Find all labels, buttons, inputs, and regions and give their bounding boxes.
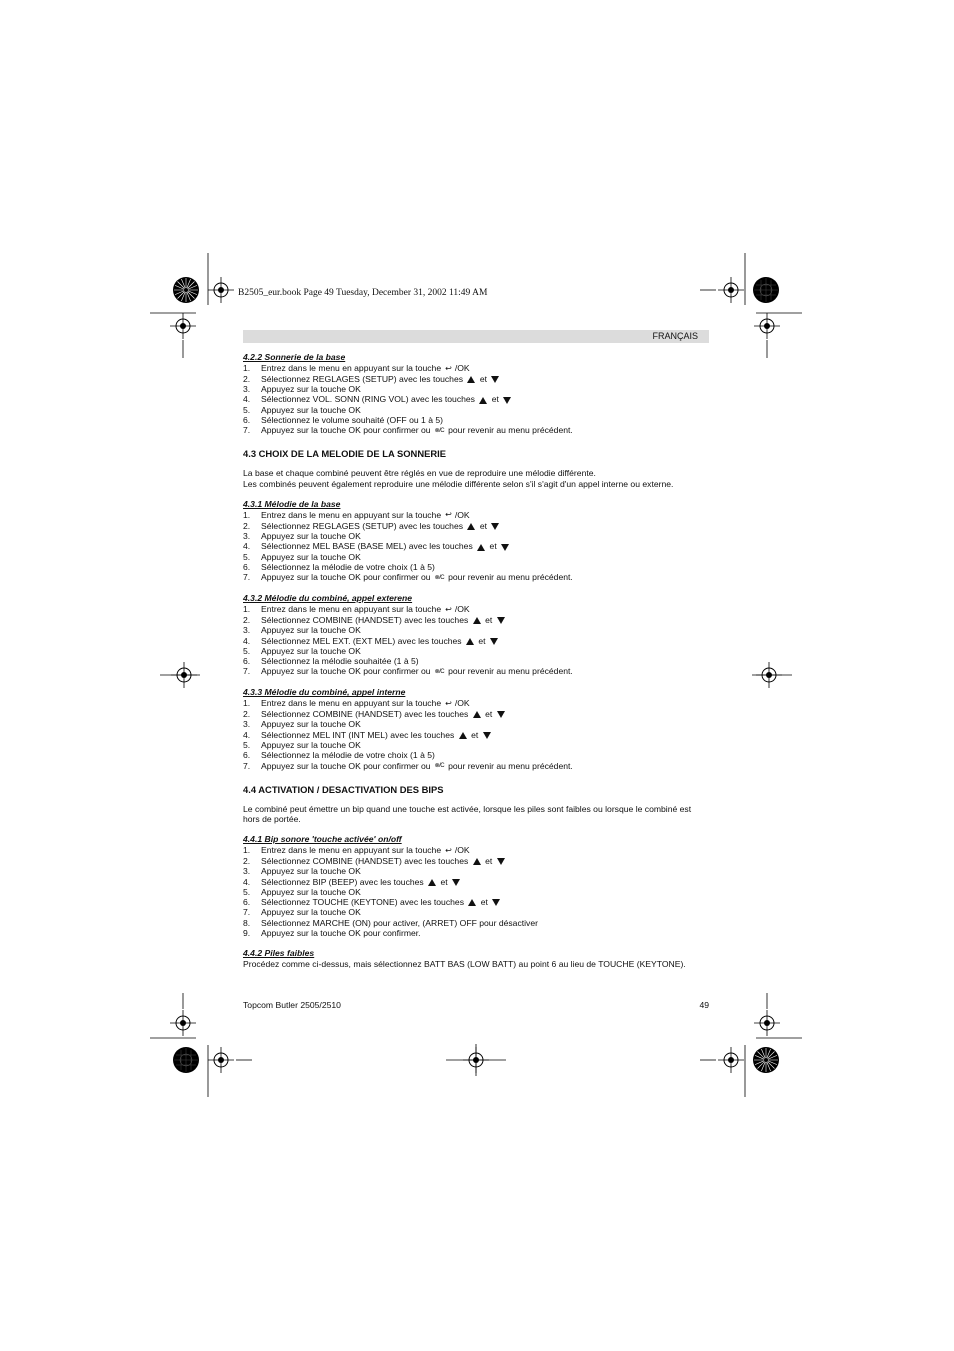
step: 6. Sélectionnez la mélodie de votre choix (1 à 5): [243, 561, 435, 572]
down-arrow-icon: [492, 899, 500, 906]
step: 5. Appuyez sur la touche OK: [243, 886, 361, 897]
step: 5. Appuyez sur la touche OK: [243, 404, 361, 415]
step: 7. Appuyez sur la touche OK pour confirmer ou ⊗/C pour revenir au menu précédent.: [243, 572, 573, 583]
paragraph: La base et chaque combiné peuvent être réglés en vue de reproduire une mélodie différente.: [243, 468, 596, 479]
steps-4-3-3: [243, 698, 713, 771]
back-clear-key-icon: ⊗/C: [434, 669, 445, 675]
subsection-title-4-3-2: 4.3.2 Mélodie du combiné, appel exterene: [243, 593, 413, 604]
step: 5. Appuyez sur la touche OK: [243, 551, 361, 562]
step: 6. Sélectionnez la mélodie de votre choix (1 à 5): [243, 750, 435, 761]
up-arrow-icon: [466, 638, 474, 645]
step: 3. Appuyez sur la touche OK: [243, 719, 361, 730]
menu-key-icon: ↩: [445, 363, 452, 373]
back-clear-key-icon: ⊗/C: [434, 427, 445, 434]
up-arrow-icon: [468, 899, 476, 906]
paragraph: Procédez comme ci-dessus, mais sélectionnez BATT BAS (LOW BATT) au point 6 au lieu de TOUCHE (KEYTONE).: [243, 959, 686, 970]
step: 2. Sélectionnez COMBINE (HANDSET) avec les touches et: [243, 709, 713, 719]
page-number: 49: [699, 1000, 709, 1010]
step: 4. Sélectionnez MEL EXT. (EXT MEL) avec les touches et: [243, 636, 713, 646]
step: 1. Entrez dans le menu en appuyant sur la touche ↩ /OK: [243, 509, 470, 520]
step: 3. Appuyez sur la touche OK: [243, 625, 361, 636]
up-arrow-icon: [467, 376, 475, 383]
step: 4. Sélectionnez BIP (BEEP) avec les touches et: [243, 877, 713, 887]
subsection-title-4-4-2: 4.4.2 Piles faibles: [243, 948, 315, 959]
up-arrow-icon: [473, 711, 481, 718]
menu-key-icon: ↩: [445, 698, 452, 708]
back-clear-key-icon: ⊗/C: [434, 763, 445, 770]
step: 7. Appuyez sur la touche OK pour confirmer ou ⊗/C pour revenir au menu précédent.: [243, 666, 573, 677]
paragraph: Le combiné peut émettre un bip quand une touche est activée, lorsque les piles sont faibles ou lorsque le combiné est: [243, 803, 692, 814]
subsection-title-4-3-1: 4.3.1 Mélodie de la base: [243, 498, 341, 509]
up-arrow-icon: [477, 544, 485, 551]
section-title-4-3: 4.3 CHOIX DE LA MELODIE DE LA SONNERIE: [243, 448, 446, 460]
up-arrow-icon: [459, 732, 467, 739]
step: 7. Appuyez sur la touche OK pour confirmer ou ⊗/C pour revenir au menu précédent.: [243, 760, 573, 771]
step: 1. Entrez dans le menu en appuyant sur la touche ↩ /OK: [243, 604, 470, 615]
step: 2. Sélectionnez COMBINE (HANDSET) avec les touches et: [243, 615, 713, 625]
steps-4-3-2: [243, 604, 713, 677]
steps-4-2-2: [243, 363, 713, 436]
step: 3. Appuyez sur la touche OK: [243, 531, 361, 541]
step: 6. Sélectionnez TOUCHE (KEYTONE) avec les touches et: [243, 897, 713, 907]
steps-4-3-1: [243, 510, 713, 583]
step: 9. Appuyez sur la touche OK pour confirmer.: [243, 928, 421, 939]
down-arrow-icon: [497, 617, 505, 624]
page-footer: [243, 1000, 709, 1010]
step: 3. Appuyez sur la touche OK: [243, 866, 361, 877]
up-arrow-icon: [467, 523, 475, 530]
menu-key-icon: ↩: [445, 510, 452, 520]
step: 5. Appuyez sur la touche OK: [243, 645, 361, 656]
step: 4. Sélectionnez VOL. SONN (RING VOL) avec les touches et: [243, 394, 713, 404]
step: 1. Entrez dans le menu en appuyant sur la touche ↩ /OK: [243, 363, 470, 373]
up-arrow-icon: [479, 397, 487, 404]
steps-4-4-1: [243, 845, 713, 938]
step: 6. Sélectionnez la mélodie souhaitée (1 à 5): [243, 656, 419, 667]
step: 1. Entrez dans le menu en appuyant sur la touche ↩ /OK: [243, 845, 470, 856]
down-arrow-icon: [501, 544, 509, 551]
step: 7. Appuyez sur la touche OK pour confirmer ou ⊗/C pour revenir au menu précédent.: [243, 425, 573, 436]
step: 3. Appuyez sur la touche OK: [243, 384, 361, 395]
language-label: FRANÇAIS: [652, 331, 698, 341]
down-arrow-icon: [452, 879, 460, 886]
paragraph: hors de portée.: [243, 813, 301, 824]
step: 4. Sélectionnez MEL INT (INT MEL) avec les touches et: [243, 730, 713, 740]
step: 2. Sélectionnez COMBINE (HANDSET) avec les touches et: [243, 856, 713, 866]
paragraph: Les combinés peuvent également reproduire une mélodie différente selon s'il s'agit d'un appel interne ou externe.: [243, 478, 674, 489]
subsection-title-4-4-1: 4.4.1 Bip sonore 'touche activée' on/off: [243, 834, 402, 845]
step: 4. Sélectionnez MEL BASE (BASE MEL) avec les touches et: [243, 541, 713, 551]
step: 2. Sélectionnez REGLAGES (SETUP) avec les touches et: [243, 374, 713, 384]
menu-key-icon: ↩: [445, 845, 452, 855]
step: 2. Sélectionnez REGLAGES (SETUP) avec les touches et: [243, 521, 713, 531]
page-content: [243, 352, 713, 970]
header-bar: [243, 330, 709, 343]
step: 7. Appuyez sur la touche OK: [243, 907, 361, 918]
down-arrow-icon: [491, 523, 499, 530]
menu-key-icon: ↩: [445, 604, 452, 614]
step: 8. Sélectionnez MARCHE (ON) pour activer, (ARRET) OFF pour désactiver: [243, 917, 538, 928]
step: 6. Sélectionnez le volume souhaité (OFF ou 1 à 5): [243, 415, 443, 426]
subsection-title-4-2-2: 4.2.2 Sonnerie de la base: [243, 352, 346, 362]
up-arrow-icon: [473, 858, 481, 865]
subsection-title-4-3-3: 4.3.3 Mélodie du combiné, appel interne: [243, 687, 406, 698]
down-arrow-icon: [491, 376, 499, 383]
down-arrow-icon: [497, 711, 505, 718]
up-arrow-icon: [473, 617, 481, 624]
down-arrow-icon: [490, 638, 498, 645]
step: 5. Appuyez sur la touche OK: [243, 740, 361, 751]
print-info: B2505_eur.book Page 49 Tuesday, December 31, 2002 11:49 AM: [238, 288, 488, 298]
step: 1. Entrez dans le menu en appuyant sur la touche ↩ /OK: [243, 698, 470, 709]
down-arrow-icon: [483, 732, 491, 739]
down-arrow-icon: [497, 858, 505, 865]
down-arrow-icon: [503, 397, 511, 404]
up-arrow-icon: [428, 879, 436, 886]
footer-product: Topcom Butler 2505/2510: [243, 1000, 341, 1010]
section-title-4-4: 4.4 ACTIVATION / DESACTIVATION DES BIPS: [243, 783, 444, 795]
back-clear-key-icon: ⊗/C: [434, 574, 445, 581]
